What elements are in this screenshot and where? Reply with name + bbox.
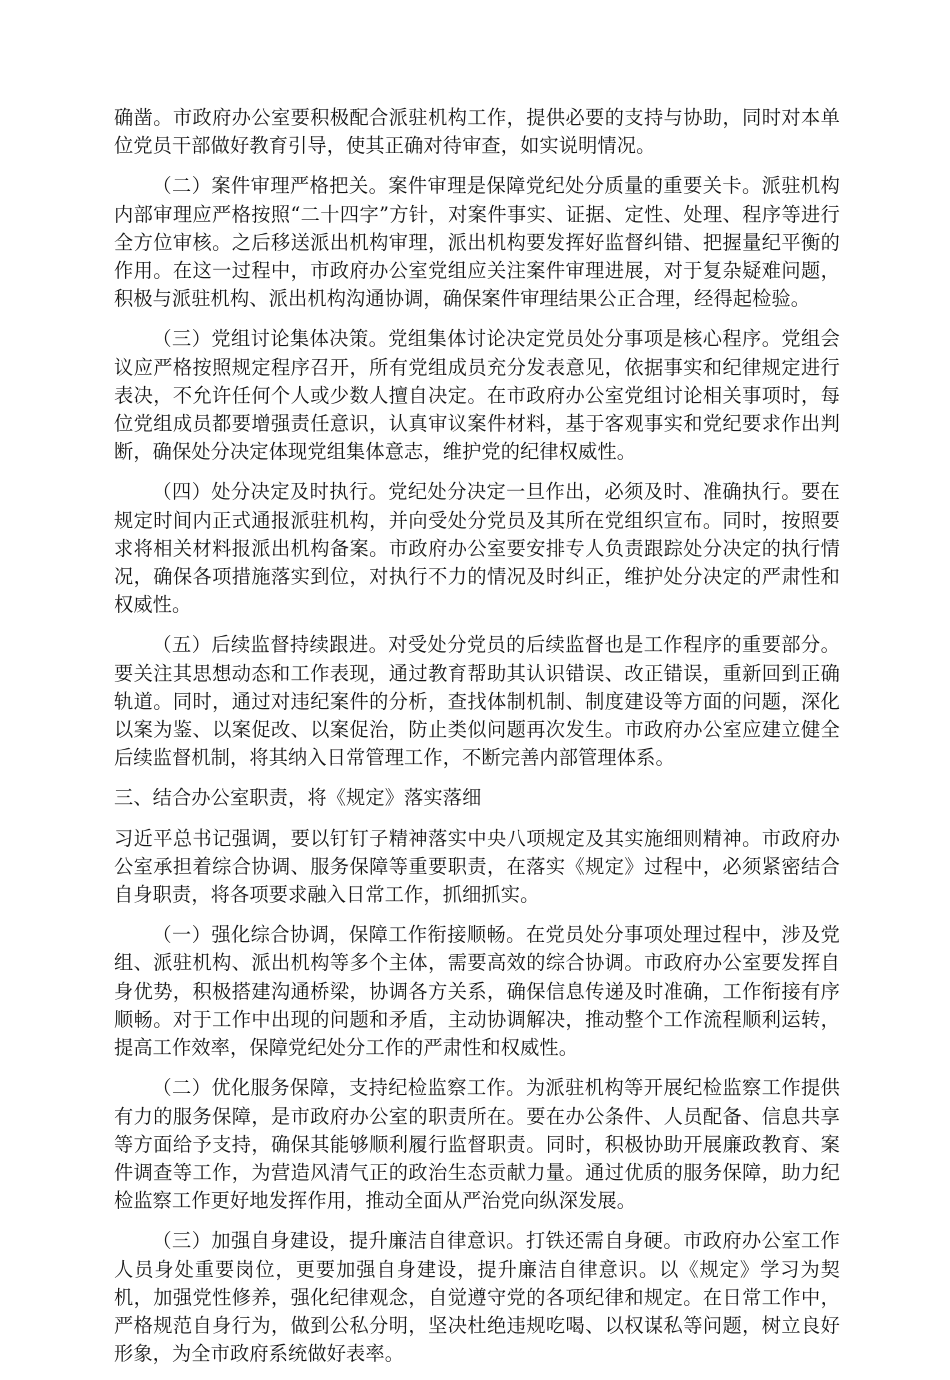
document-body	[114, 104, 840, 1380]
body-paragraph: （五）后续监督持续跟进。对受处分党员的后续监督也是工作程序的重要部分。要关注其思想动态和工作表现，通过教育帮助其认识错误、改正错误，重新回到正确轨道。同时，通过对违纪案件的分析，查找体制机制、制度建设等方面的问题，深化以案为鉴、以案促改、以案促治，防止类似问题再次发生。市政府办公室应建立健全后续监督机制，将其纳入日常管理工作，不断完善内部管理体系。	[114, 633, 840, 770]
body-paragraph: （一）强化综合协调，保障工作衔接顺畅。在党员处分事项处理过程中，涉及党组、派驻机构、派出机构等多个主体，需要高效的综合协调。市政府办公室要发挥自身优势，积极搭建沟通桥梁，协调各方关系，确保信息传递及时准确，工作衔接有序顺畅。对于工作中出现的问题和矛盾，主动协调解决，推动整个工作流程顺利运转，提高工作效率，保障党纪处分工作的严肃性和权威性。	[114, 923, 840, 1060]
body-paragraph: （四）处分决定及时执行。党纪处分决定一旦作出，必须及时、准确执行。要在规定时间内正式通报派驻机构，并向受处分党员及其所在党组织宣布。同时，按照要求将相关材料报派出机构备案。市政府办公室要安排专人负责跟踪处分决定的执行情况，确保各项措施落实到位，对执行不力的情况及时纠正，维护处分决定的严肃性和权威性。	[114, 480, 840, 617]
body-paragraph: 习近平总书记强调，要以钉钉子精神落实中央八项规定及其实施细则精神。市政府办公室承担着综合协调、服务保障等重要职责，在落实《规定》过程中，必须紧密结合自身职责，将各项要求融入日常工作，抓细抓实。	[114, 826, 840, 907]
body-paragraph: （二）优化服务保障，支持纪检监察工作。为派驻机构等开展纪检监察工作提供有力的服务保障，是市政府办公室的职责所在。要在办公条件、人员配备、信息共享等方面给予支持，确保其能够顺利履行监督职责。同时，积极协助开展廉政教育、案件调查等工作，为营造风清气正的政治生态贡献力量。通过优质的服务保障，助力纪检监察工作更好地发挥作用，推动全面从严治党向纵深发展。	[114, 1076, 840, 1213]
body-paragraph: （三）党组讨论集体决策。党组集体讨论决定党员处分事项是核心程序。党组会议应严格按照规定程序召开，所有党组成员充分发表意见，依据事实和纪律规定进行表决，不允许任何个人或少数人擅自决定。在市政府办公室党组讨论相关事项时，每位党组成员都要增强责任意识，认真审议案件材料，基于客观事实和党纪要求作出判断，确保处分决定体现党组集体意志，维护党的纪律权威性。	[114, 327, 840, 464]
body-paragraph: （二）案件审理严格把关。案件审理是保障党纪处分质量的重要关卡。派驻机构内部审理应严格按照“二十四字”方针，对案件事实、证据、定性、处理、程序等进行全方位审核。之后移送派出机构审理，派出机构要发挥好监督纠错、把握量纪平衡的作用。在这一过程中，市政府办公室党组应关注案件审理进展，对于复杂疑难问题，积极与派驻机构、派出机构沟通协调，确保案件审理结果公正合理，经得起检验。	[114, 174, 840, 311]
section-heading: 三、结合办公室职责，将《规定》落实落细	[114, 786, 482, 810]
body-paragraph: 确凿。市政府办公室要积极配合派驻机构工作，提供必要的支持与协助，同时对本单位党员干部做好教育引导，使其正确对待审查，如实说明情况。	[114, 106, 840, 158]
body-paragraph: （三）加强自身建设，提升廉洁自律意识。打铁还需自身硬。市政府办公室工作人员身处重要岗位，更要加强自身建设，提升廉洁自律意识。以《规定》学习为契机，加强党性修养，强化纪律观念，自觉遵守党的各项纪律和规定。在日常工作中，严格规范自身行为，做到公私分明，坚决杜绝违规吃喝、以权谋私等问题，树立良好形象，为全市政府系统做好表率。	[114, 1229, 840, 1366]
